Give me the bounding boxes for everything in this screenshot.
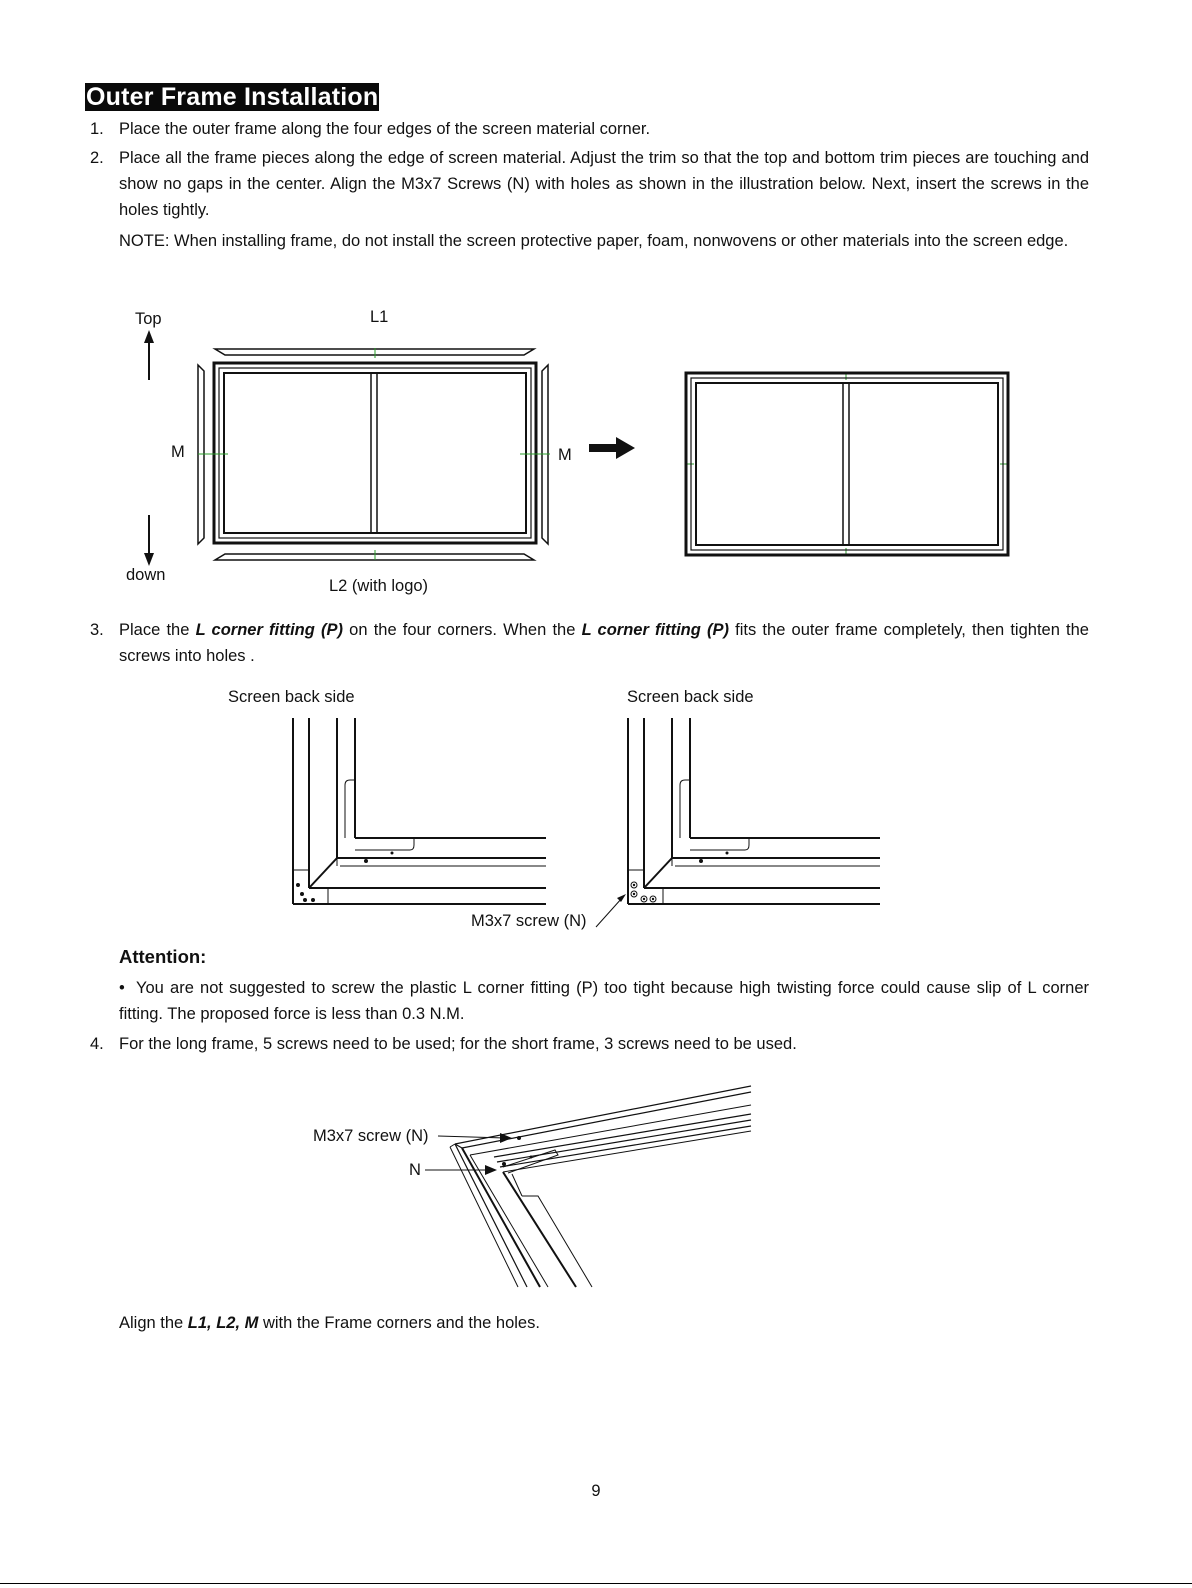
step-1-text: Place the outer frame along the four edges of the screen material corner. bbox=[119, 120, 651, 138]
screw-label-fig2: M3x7 screw (N) bbox=[471, 912, 587, 930]
section-title: Outer Frame Installation bbox=[86, 83, 379, 111]
top-label: Top bbox=[135, 310, 162, 328]
step-3-text: Place the L corner fitting (P) on the four corners. When the L corner fitting (P) fits the outer frame completely, then tighten the screws into holes . bbox=[119, 621, 1089, 665]
l2-label: L2 (with logo) bbox=[329, 577, 429, 595]
bottom-rule bbox=[0, 1583, 1192, 1584]
page-number: 9 bbox=[591, 1482, 601, 1500]
down-label: down bbox=[126, 566, 166, 584]
step-4-text: For the long frame, 5 screws need to be used; for the short frame, 3 screws need to be used. bbox=[119, 1035, 797, 1053]
note-text: NOTE: When installing frame, do not install the screen protective paper, foam, nonwovens or other materials into the screen edge. bbox=[119, 232, 1069, 250]
attention-bullet: • bbox=[119, 979, 125, 997]
left-caption: Screen back side bbox=[228, 688, 355, 706]
n-label: N bbox=[409, 1161, 421, 1179]
attention-heading: Attention: bbox=[119, 946, 207, 967]
m-right-label: M bbox=[558, 446, 572, 464]
screw-label-fig3: M3x7 screw (N) bbox=[313, 1127, 429, 1145]
m-left-label: M bbox=[171, 443, 185, 461]
right-caption: Screen back side bbox=[627, 688, 754, 706]
attention-text: You are not suggested to screw the plastic L corner fitting (P) too tight because high twisting force could cause slip of L corner fitting. The proposed force is less than 0.3 N.M. bbox=[119, 979, 1089, 1023]
step-4-number: 4. bbox=[90, 1035, 104, 1053]
closing-text: Align the L1, L2, M with the Frame corners and the holes. bbox=[119, 1314, 540, 1332]
step-2-number: 2. bbox=[90, 149, 104, 167]
step-2-text: Place all the frame pieces along the edge of screen material. Adjust the trim so that the top and bottom trim pieces are touching and show no gaps in the center. Align the M3x7 Screws (N) with holes as shown in the illustration below. Next, insert the screws in the holes tightly. bbox=[119, 149, 1089, 219]
step-3-number: 3. bbox=[90, 621, 104, 639]
l1-label: L1 bbox=[370, 308, 389, 326]
step-1-number: 1. bbox=[90, 120, 104, 138]
